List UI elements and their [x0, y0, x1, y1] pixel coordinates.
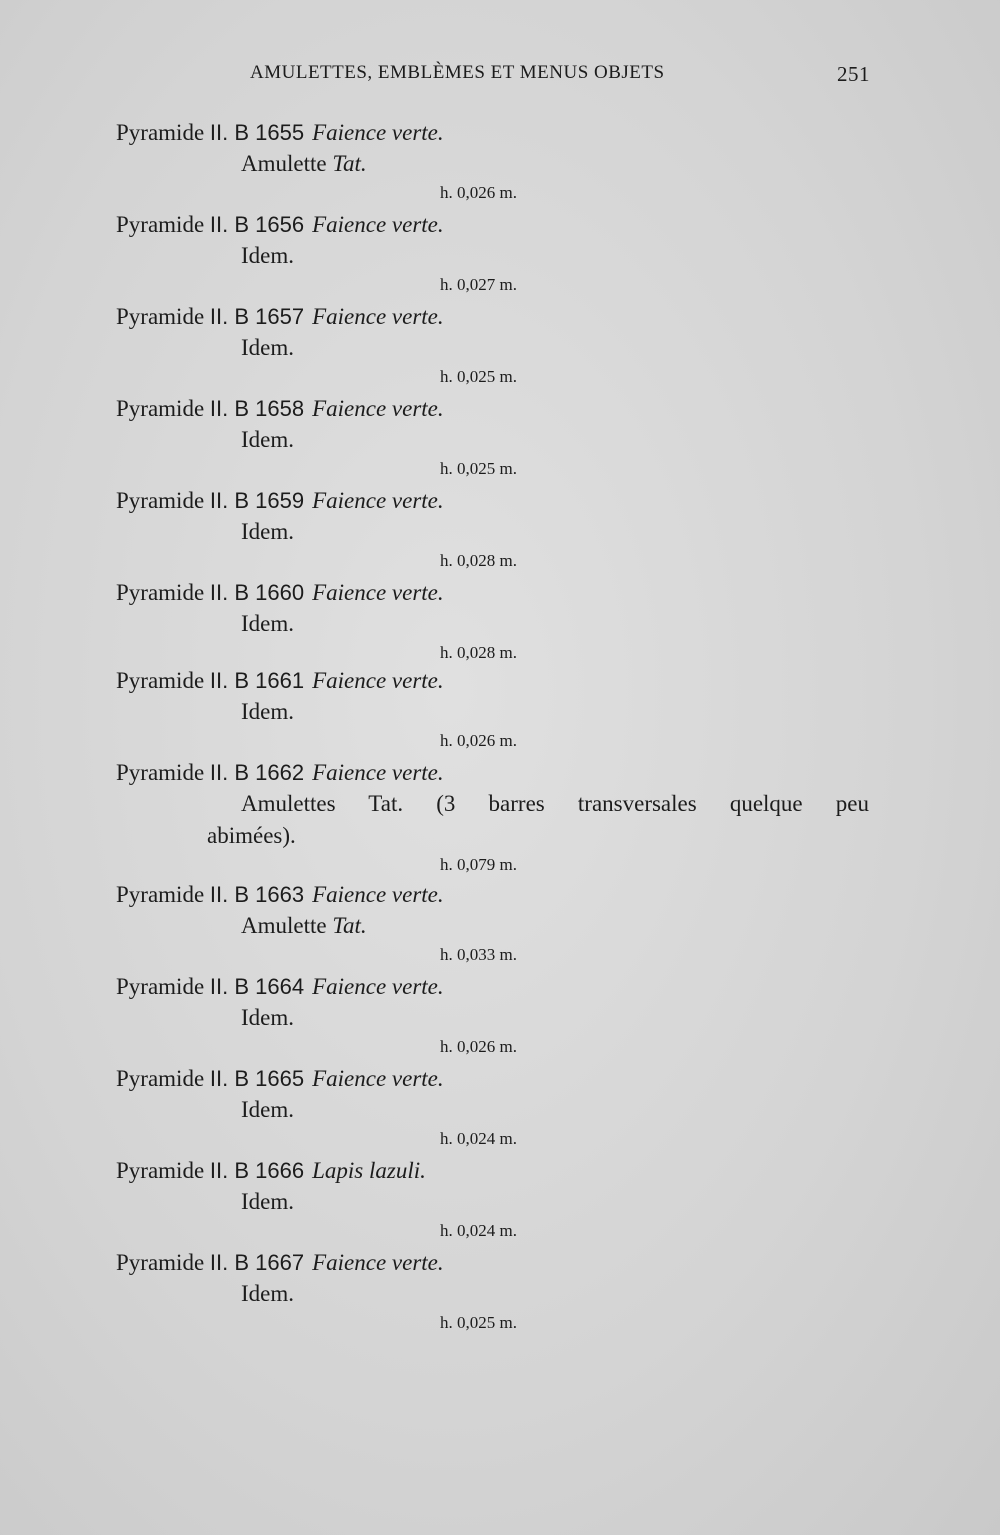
entry-height: h. 0,028 m.	[440, 643, 517, 662]
entry-heading	[116, 880, 1000, 910]
entry-reference: II. B 1660	[209, 580, 305, 605]
entry-reference: II. B 1657	[209, 304, 305, 329]
page-number: 251	[837, 62, 870, 86]
catalog-entry	[0, 666, 1000, 758]
entry-height: h. 0,079 m.	[440, 855, 517, 874]
entry-label: Pyramide	[116, 488, 205, 513]
entry-reference: II. B 1655	[209, 120, 305, 145]
entry-label: Pyramide	[116, 760, 205, 785]
entry-height: h. 0,025 m.	[440, 459, 517, 478]
entry-description	[241, 424, 869, 456]
description-text: Idem.	[241, 243, 295, 268]
entry-height: h. 0,026 m.	[440, 1037, 517, 1056]
running-title: AMULETTES, EMBLÈMES ET MENUS OBJETS	[250, 62, 665, 83]
entry-material: Faience verte.	[312, 120, 444, 145]
entry-material: Faience verte.	[312, 882, 444, 907]
entry-description	[241, 1094, 869, 1126]
catalog-entry	[0, 486, 1000, 578]
entry-material: Faience verte.	[312, 396, 444, 421]
entry-reference: II. B 1666	[209, 1158, 305, 1183]
entry-label: Pyramide	[116, 882, 205, 907]
entry-heading	[116, 210, 1000, 240]
description-text: Idem.	[241, 335, 295, 360]
entry-label: Pyramide	[116, 974, 205, 999]
entry-heading	[116, 1156, 1000, 1186]
entry-heading	[116, 578, 1000, 608]
entry-description	[241, 516, 869, 548]
description-text: Idem.	[241, 611, 295, 636]
entry-label: Pyramide	[116, 212, 205, 237]
entry-material: Lapis lazuli.	[312, 1158, 426, 1183]
catalog-entry	[0, 394, 1000, 486]
entry-description	[241, 788, 869, 820]
entry-label: Pyramide	[116, 120, 205, 145]
description-italic: Tat.	[332, 151, 367, 176]
catalog-entry	[0, 302, 1000, 394]
entry-heading	[116, 1248, 1000, 1278]
entry-label: Pyramide	[116, 396, 205, 421]
entry-heading	[116, 394, 1000, 424]
entry-description	[241, 332, 869, 364]
entry-material: Faience verte.	[312, 1250, 444, 1275]
entry-label: Pyramide	[116, 1066, 205, 1091]
entry-description	[241, 1002, 869, 1034]
entry-material: Faience verte.	[312, 304, 444, 329]
entry-description	[241, 240, 869, 272]
entry-reference: II. B 1667	[209, 1250, 305, 1275]
entry-heading	[116, 758, 1000, 788]
catalog-entry	[0, 1248, 1000, 1340]
entry-material: Faience verte.	[312, 488, 444, 513]
entry-height: h. 0,033 m.	[440, 945, 517, 964]
catalog-entry	[0, 1064, 1000, 1156]
entry-height: h. 0,025 m.	[440, 1313, 517, 1332]
description-italic: Tat.	[368, 791, 404, 816]
description-continuation: abimées).	[207, 823, 296, 848]
entry-label: Pyramide	[116, 1158, 205, 1183]
catalog-entry	[0, 210, 1000, 302]
entry-height: h. 0,028 m.	[440, 551, 517, 570]
entry-material: Faience verte.	[312, 668, 444, 693]
entry-material: Faience verte.	[312, 1066, 444, 1091]
entry-height: h. 0,025 m.	[440, 367, 517, 386]
catalog-entry	[0, 758, 1000, 882]
entry-description	[241, 608, 869, 640]
catalog-entries	[0, 118, 1000, 1340]
catalog-entry	[0, 118, 1000, 210]
entry-heading	[116, 666, 1000, 696]
entry-description	[241, 1278, 869, 1310]
entry-reference: II. B 1663	[209, 882, 305, 907]
entry-reference: II. B 1659	[209, 488, 305, 513]
catalog-entry	[0, 578, 1000, 670]
entry-heading	[116, 1064, 1000, 1094]
entry-reference: II. B 1661	[209, 668, 305, 693]
description-extra: (3 barres transversales quelque peu	[436, 791, 869, 816]
description-text: Idem.	[241, 427, 295, 452]
entry-reference: II. B 1658	[209, 396, 305, 421]
catalog-entry	[0, 880, 1000, 972]
entry-height: h. 0,024 m.	[440, 1221, 517, 1240]
entry-heading	[116, 972, 1000, 1002]
description-text: Idem.	[241, 1281, 295, 1306]
entry-heading	[116, 486, 1000, 516]
entry-height: h. 0,026 m.	[440, 183, 517, 202]
entry-material: Faience verte.	[312, 580, 444, 605]
description-text: Idem.	[241, 519, 295, 544]
description-text: Amulette	[241, 913, 327, 938]
entry-height: h. 0,024 m.	[440, 1129, 517, 1148]
entry-heading	[116, 118, 1000, 148]
entry-description	[241, 1186, 869, 1218]
description-italic: Tat.	[332, 913, 367, 938]
description-text: Idem.	[241, 1097, 295, 1122]
entry-label: Pyramide	[116, 304, 205, 329]
entry-height: h. 0,026 m.	[440, 731, 517, 750]
entry-label: Pyramide	[116, 1250, 205, 1275]
entry-material: Faience verte.	[312, 974, 444, 999]
catalog-entry	[0, 1156, 1000, 1248]
entry-reference: II. B 1664	[209, 974, 305, 999]
description-text: Amulette	[241, 151, 327, 176]
entry-description	[241, 148, 869, 180]
entry-heading	[116, 302, 1000, 332]
entry-reference: II. B 1662	[209, 760, 305, 785]
description-text: Idem.	[241, 1005, 295, 1030]
entry-material: Faience verte.	[312, 760, 444, 785]
entry-reference: II. B 1665	[209, 1066, 305, 1091]
entry-description	[241, 910, 869, 942]
entry-description	[241, 696, 869, 728]
entry-label: Pyramide	[116, 580, 205, 605]
description-text: Amulettes	[241, 791, 336, 816]
catalog-entry	[0, 972, 1000, 1064]
description-text: Idem.	[241, 699, 295, 724]
description-text: Idem.	[241, 1189, 295, 1214]
entry-reference: II. B 1656	[209, 212, 305, 237]
entry-label: Pyramide	[116, 668, 205, 693]
entry-material: Faience verte.	[312, 212, 444, 237]
entry-height: h. 0,027 m.	[440, 275, 517, 294]
